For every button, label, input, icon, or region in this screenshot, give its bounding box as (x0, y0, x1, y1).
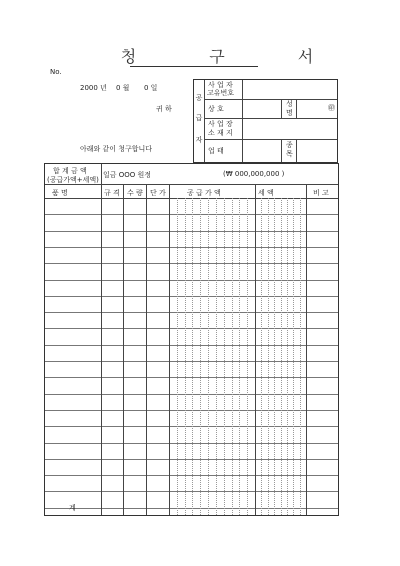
item-label-1: 종 (286, 141, 293, 149)
table-column-line (123, 184, 124, 515)
request-text: 아래와 같이 청구합니다 (80, 145, 153, 153)
digit-divider-line (281, 198, 282, 515)
supplier-table (193, 79, 338, 163)
col-note-header: 비 고 (313, 189, 329, 197)
total-label-line1: 합 계 금 액 (53, 167, 87, 175)
supplier-side-label-2: 급 (195, 114, 203, 122)
total-label-divider (101, 164, 102, 184)
digit-divider-line (224, 198, 225, 515)
business-type-label: 업 태 (208, 147, 224, 155)
supplier-side-label-1: 공 (195, 94, 203, 102)
company-label: 상 호 (208, 105, 224, 113)
col-supply-value-header: 공 급 가 액 (187, 189, 221, 197)
table-column-line (146, 184, 147, 515)
table-column-line (169, 184, 170, 515)
col-spec-header: 규 격 (104, 189, 120, 197)
digit-divider-line (300, 198, 301, 515)
address-label-1: 사 업 장 (208, 120, 233, 128)
recipient-suffix: 귀 하 (156, 105, 172, 113)
total-amount-numeric: (₩ 000,000,000 ) (223, 170, 285, 178)
table-column-line (101, 184, 102, 515)
table-column-line (306, 184, 307, 515)
digit-divider-line (287, 198, 288, 515)
digit-divider-line (177, 198, 178, 515)
document-title: 청 구 서 (120, 47, 348, 66)
digit-divider-line (268, 198, 269, 515)
col-tax-header: 세 액 (258, 189, 274, 197)
seal-mark: ㊞ (328, 104, 335, 112)
col-unit-price-header: 단 가 (150, 189, 166, 197)
digit-divider-line (232, 198, 233, 515)
date-year: 2000 년 (80, 84, 107, 92)
digit-divider-line (239, 198, 240, 515)
title-underline (130, 66, 258, 67)
name-label-2: 명 (286, 109, 293, 117)
footer-total-label: 계 (69, 504, 76, 512)
digit-divider-line (200, 198, 201, 515)
item-label-2: 목 (286, 150, 293, 158)
document-number-label: No. (50, 68, 62, 76)
invoice-table (44, 163, 339, 516)
digit-divider-line (247, 198, 248, 515)
reg-no-label-1: 사 업 자 (208, 81, 233, 89)
digit-divider-line (261, 198, 262, 515)
address-label-2: 소 재 지 (208, 129, 233, 137)
digit-divider-line (274, 198, 275, 515)
col-item-header: 품 명 (52, 189, 68, 197)
reg-no-label-2: 고유번호 (207, 89, 235, 97)
date-month: 0 월 (116, 84, 130, 92)
digit-divider-line (185, 198, 186, 515)
digit-divider-line (216, 198, 217, 515)
total-label-line2: (공급가액+세액) (47, 176, 99, 184)
digit-divider-line (293, 198, 294, 515)
digit-divider-line (208, 198, 209, 515)
col-qty-header: 수 량 (127, 189, 143, 197)
digit-divider-line (192, 198, 193, 515)
total-amount-words: 일금 OOO 원정 (103, 171, 152, 179)
supplier-side-label-3: 자 (195, 136, 203, 144)
date-day: 0 일 (144, 84, 158, 92)
table-column-line (255, 184, 256, 515)
name-label-1: 성 (286, 100, 293, 108)
